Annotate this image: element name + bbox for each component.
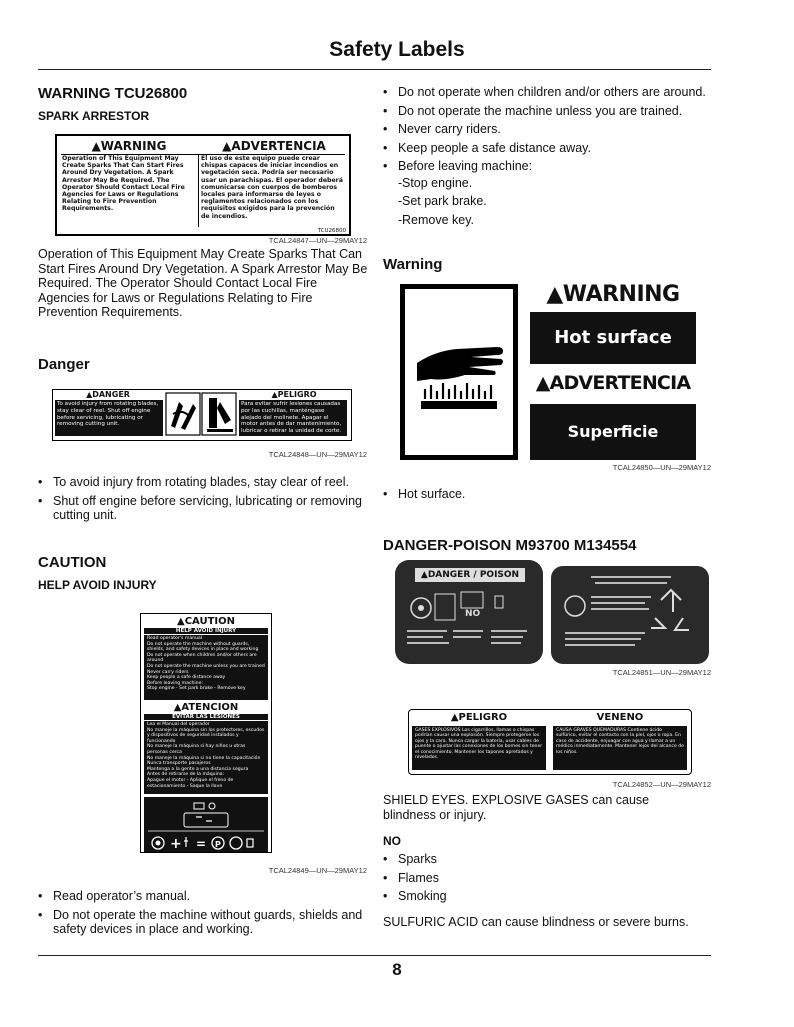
- list-item: • Do not operate the machine unless you are trained.: [383, 104, 713, 119]
- header-rule: [38, 69, 711, 70]
- hot-surface-pictogram: [400, 284, 518, 460]
- spark-caption: TCAL24847—UN—29MAY12: [268, 236, 367, 245]
- battery-labels-photo: [395, 560, 713, 666]
- warning-triangle-icon: ▲: [450, 712, 459, 723]
- warning-triangle-icon: ▲: [91, 139, 101, 153]
- caution-label-line: Keep people a safe distance away: [147, 675, 226, 681]
- spark-subheading: SPARK ARRESTOR: [38, 109, 150, 123]
- peligro-label-text: GASES EXPLOSIVOS Los cigarrillos, llamas o chispas podrían causar una explosión. Siempre protegerse los ojos y la cara. Nunca cargar la batería, usar cables de puente o ajustar las conexiones de los bornes sin tener el conocimiento. Mantener los tapones apretados y nivelados.: [412, 726, 546, 770]
- hot-label-superficie: Superficie caliente: [530, 404, 696, 460]
- hot-label-advertencia: ADVERTENCIA: [549, 372, 691, 394]
- caution-label-line: Before leaving machine:: [147, 680, 203, 686]
- list-item: • Hot surface.: [383, 487, 713, 502]
- caution-subheading: HELP AVOID INJURY: [38, 578, 157, 592]
- battery-recycle-icon: [551, 566, 709, 664]
- spark-label-warning: WARNING: [100, 139, 167, 153]
- list-item: • Keep people a safe distance away.: [383, 141, 713, 156]
- warning-caption: TCAL24850—UN—29MAY12: [612, 463, 711, 472]
- caution-label-line: Antes de retirarse de la máquina:: [147, 772, 225, 778]
- spark-label-text-es: El uso de este equipo puede crear chispas capaces de iniciar incendios en vegetación seca. Podría ser necesario usar un parachispas. El operador deberá comunicarse con cuerpos de bomberos locales para informarse de leyes o reglamentos relacionados con los requisitos exigidos para la prevención de incendios.: [201, 155, 343, 220]
- veneno-label-title: VENENO: [596, 712, 644, 723]
- warning-triangle-icon: ▲: [86, 390, 93, 399]
- danger-caption: TCAL24848—UN—29MAY12: [268, 450, 367, 459]
- poison-caption-2: TCAL24852—UN—29MAY12: [612, 780, 711, 789]
- warning-triangle-icon: ▲: [546, 282, 563, 307]
- caution-label-line: Never carry riders: [147, 669, 189, 675]
- no-heading: NO: [383, 834, 401, 848]
- danger-bullet-list: [38, 475, 370, 527]
- peligro-label-title: PELIGRO: [458, 712, 508, 723]
- page-title: Safety Labels: [329, 38, 465, 61]
- svg-text:+: +: [170, 836, 182, 852]
- peligro-veneno-label: [408, 709, 692, 775]
- before-leaving-sublist: [398, 176, 713, 228]
- list-item: - Stop engine.: [398, 176, 713, 191]
- warning-triangle-icon: ▲: [535, 372, 550, 394]
- warning-heading: Warning: [383, 256, 443, 273]
- warning-triangle-icon: ▲: [271, 390, 278, 399]
- sulfuric-acid-text: SULFURIC ACID can cause blindness or severe burns.: [383, 915, 689, 929]
- footer-rule: [38, 955, 711, 956]
- poison-no-text: NO: [465, 609, 481, 619]
- list-item: • Do not operate when children and/or others are around.: [383, 85, 713, 100]
- list-item: • Flames: [383, 871, 703, 886]
- hot-label-warning: WARNING: [562, 282, 680, 307]
- danger-heading: Danger: [38, 356, 90, 373]
- list-item: • To avoid injury from rotating blades, stay clear of reel.: [38, 475, 370, 490]
- veneno-label-text: CAUSA GRAVES QUEMADURAS Contiene ácido sulfúrico, evitar el contacto con la piel, ojos o ropa. En caso de accidente, enjuagar con agua y llamar a un médico inmediatamente. Mantener lejos del alcance de los niños.: [553, 726, 687, 770]
- caution-label-line: No maneje la máquina si hay niños u otras personas cerca: [147, 744, 246, 755]
- svg-text:P: P: [215, 840, 221, 849]
- spark-heading: WARNING TCU26800: [38, 85, 188, 102]
- caution-label-line: No maneje la máquina si no tiene la capacitación: [147, 755, 261, 761]
- caution-label-help: HELP AVOID INJURY: [144, 628, 268, 635]
- poison-heading: DANGER-POISON M93700 M134554: [383, 537, 637, 554]
- svg-text:=: =: [196, 837, 207, 851]
- list-item: - Remove key.: [398, 213, 713, 228]
- caution-label-line: Read operator's manual: [147, 636, 203, 641]
- caution-label-line: Nunca transporte pasajeros: [147, 761, 211, 767]
- caution-label-line: Lea el Manual del operador: [147, 722, 210, 727]
- caution-continued-list: [383, 85, 713, 231]
- caution-label: [140, 613, 272, 853]
- danger-reel-label: [52, 389, 352, 441]
- poison-label-title: DANGER / POISON: [427, 570, 520, 580]
- spark-arrestor-label: [55, 134, 351, 236]
- danger-label-peligro: PELIGRO: [277, 390, 317, 399]
- list-item: • Never carry riders.: [383, 122, 713, 137]
- warning-triangle-icon: ▲: [222, 139, 232, 153]
- before-leaving-text: Before leaving machine:: [398, 159, 533, 173]
- caution-label-line: Stop engine - Set park brake - Remove key: [147, 686, 246, 692]
- no-list: [383, 852, 703, 908]
- shield-eyes-text: SHIELD EYES. EXPLOSIVE GASES can cause blindness or injury.: [383, 793, 650, 822]
- caution-bullet-list: [38, 889, 370, 941]
- danger-label-text-en: To avoid injury from rotating blades, stay clear of reel. Shut off engine before servicing, lubricating or removing cutting unit.: [55, 400, 163, 436]
- warning-triangle-icon: ▲: [173, 702, 182, 713]
- danger-label-title: DANGER: [92, 390, 130, 399]
- spark-label-advertencia: ADVERTENCIA: [231, 139, 326, 153]
- warning-triangle-icon: ▲: [420, 570, 428, 580]
- caution-heading: CAUTION: [38, 554, 107, 571]
- caution-label-line: No maneje la máquina sin los protectores, escudos y dispositivos de seguridad instalados y funcionando: [147, 727, 265, 744]
- caution-label-line: Mantenga a la gente a una distancia segura: [147, 766, 249, 772]
- page-number: 8: [392, 960, 402, 979]
- battery-hazard-icons: [403, 586, 535, 656]
- caution-label-line: Apague el motor - Aplique el freno de estacionamiento - Saque la llave: [147, 777, 234, 789]
- caution-label-line: Do not operate when children and/or others are around: [147, 652, 257, 664]
- list-item: • Shut off engine before servicing, lubricating or removing cutting unit.: [38, 494, 370, 523]
- list-item: • Do not operate the machine without guards, shields and safety devices in place and working.: [38, 908, 370, 937]
- list-item: • Sparks: [383, 852, 703, 867]
- hot-label-hot-surface: Hot surface: [530, 312, 696, 364]
- caution-label-line: Do not operate the machine unless you are trained: [147, 663, 265, 669]
- warning-triangle-icon: ▲: [176, 616, 185, 627]
- caution-label-evitar: EVITAR LAS LESIONES: [144, 714, 268, 721]
- spark-label-part: TCU26800: [317, 228, 346, 234]
- list-item: - Set park brake.: [398, 194, 713, 209]
- spark-body: Operation of This Equipment May Create Sparks That Can Start Fires Around Dry Vegetation. A Spark Arrestor May Be Required. The Operator Should Contact Local Fire Agencies for Laws or Regulations Relating to Fire Prevention Requirements.: [38, 247, 368, 319]
- list-item: [383, 159, 713, 227]
- caution-label-line: Do not operate the machine without guards, shields, and safety devices in place and working: [147, 641, 259, 653]
- list-item: • Smoking: [383, 889, 703, 904]
- poison-caption-1: TCAL24851—UN—29MAY12: [612, 668, 711, 677]
- operator-controls-icon: [144, 797, 268, 853]
- rotating-blade-icon: [165, 392, 237, 436]
- list-item: • Read operator’s manual.: [38, 889, 370, 904]
- caution-label-title: CAUTION: [184, 616, 235, 627]
- caution-label-atencion: ATENCION: [181, 702, 239, 713]
- spark-label-text-en: Operation of This Equipment May Create Sparks That Can Start Fires Around Dry Vegetation. A Spark Arrestor May Be Required. The Operator Should Contact Local Fire Agencies for Laws or Regulations Relating to Fire Prevention Requirements.: [62, 155, 185, 213]
- danger-label-text-es: Para evitar sufrir lesiones causadas por las cuchillas, manténgase alejado del molinete. Apagar el motor antes de dar mantenimiento, lubricar o retirar la unidad de corte.: [239, 400, 347, 436]
- warning-bullet-list: [383, 487, 713, 506]
- caution-caption: TCAL24849—UN—29MAY12: [268, 866, 367, 875]
